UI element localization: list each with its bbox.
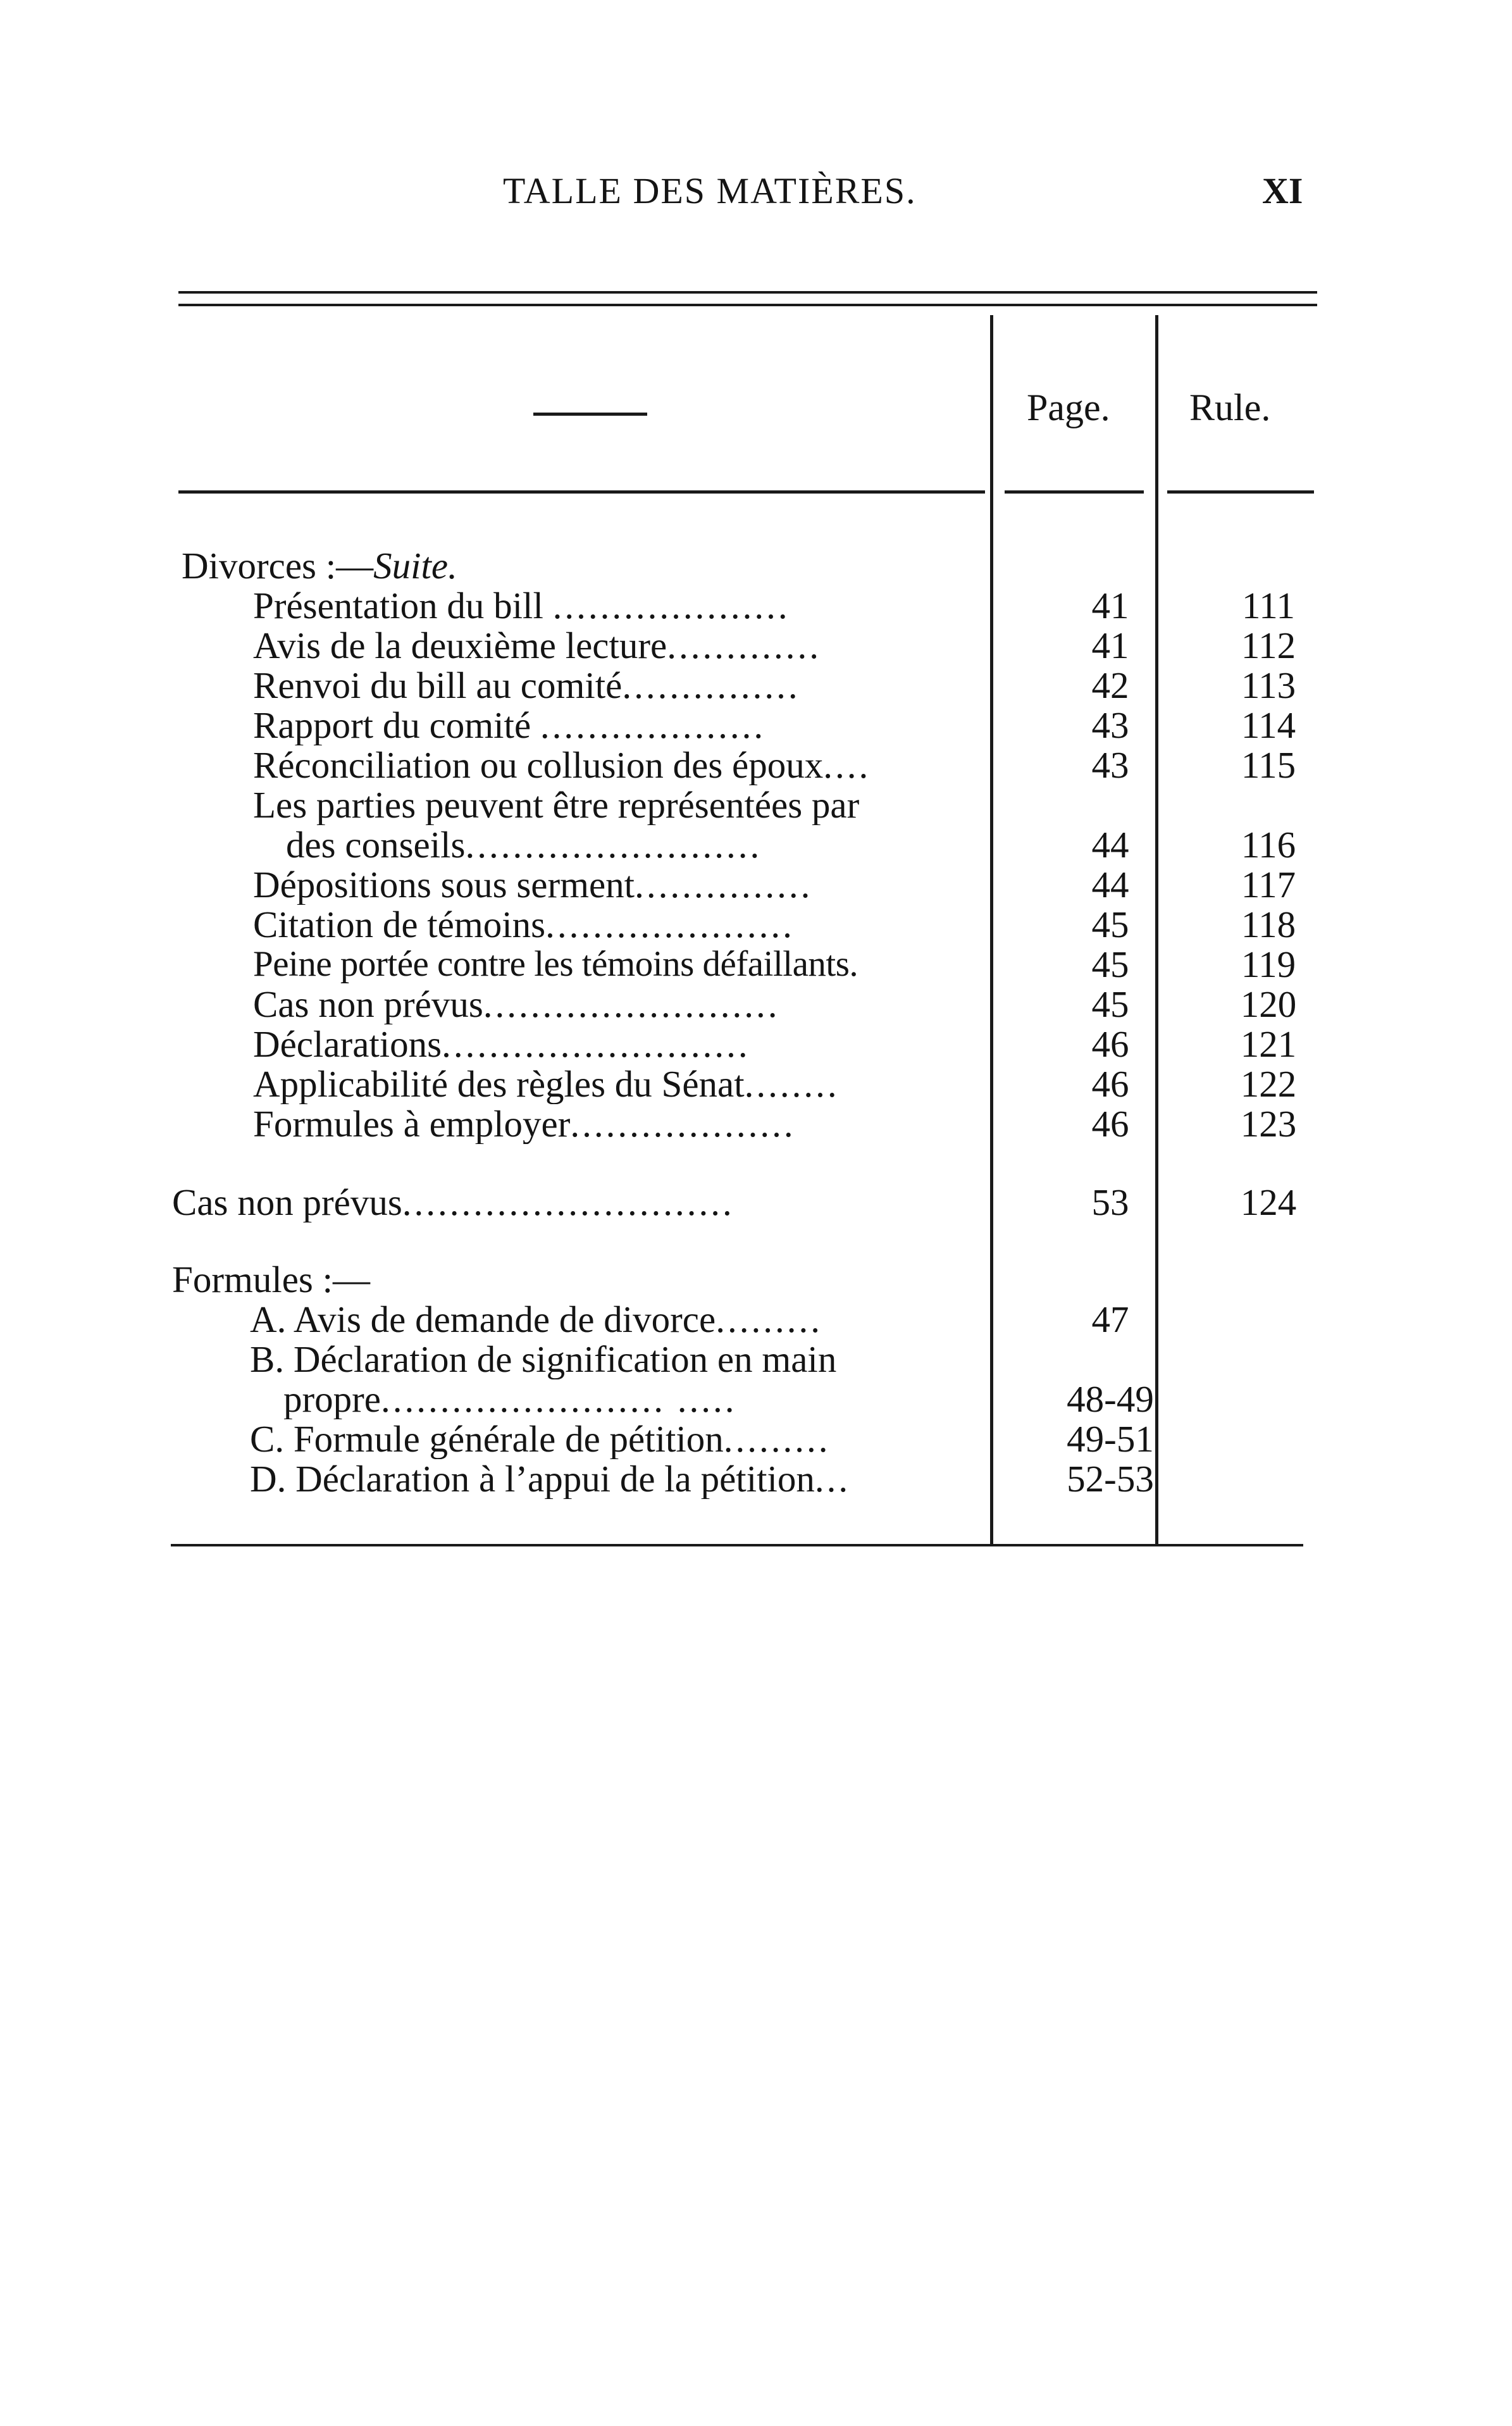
- title-column-dash: [533, 413, 647, 416]
- rule-value: 115: [1241, 744, 1296, 786]
- running-header: [0, 170, 1512, 227]
- table-row: [0, 824, 1512, 865]
- rule-value: 114: [1241, 704, 1296, 746]
- entry-label: propre........................ .....: [283, 1379, 737, 1419]
- entry-label: Les parties peuvent être représentées par: [253, 785, 860, 825]
- bottom-rule: [171, 1544, 1303, 1546]
- table-row: [0, 785, 1512, 825]
- table-row: [0, 984, 1512, 1024]
- rule-value: 118: [1241, 904, 1296, 945]
- rule-value: 112: [1241, 625, 1296, 666]
- table-row: [0, 1299, 1512, 1340]
- page-value: 48-49: [1067, 1378, 1154, 1420]
- entry-label: Présentation du bill ....................: [253, 585, 790, 626]
- page-value: 44: [1091, 824, 1129, 866]
- page-value: 45: [1091, 904, 1129, 945]
- table-row: [0, 1104, 1512, 1144]
- page-value: 49-51: [1067, 1418, 1154, 1460]
- page-value: 41: [1091, 585, 1129, 626]
- table-row: [0, 1064, 1512, 1104]
- page-value: 46: [1091, 1023, 1129, 1065]
- rule-column-underline: [1167, 490, 1314, 494]
- entry-label: Réconciliation ou collusion des époux....: [253, 745, 871, 785]
- entry-label: Formules à employer...................: [253, 1104, 796, 1144]
- rule-value: 116: [1241, 824, 1296, 866]
- entry-label: A. Avis de demande de divorce.........: [250, 1299, 822, 1340]
- page-value: 43: [1091, 744, 1129, 786]
- rule-value: 124: [1240, 1181, 1297, 1223]
- page-value: 46: [1091, 1063, 1129, 1105]
- table-row: [0, 1182, 1512, 1222]
- table-row: [0, 864, 1512, 905]
- table-row: [0, 1419, 1512, 1459]
- entry-label: Applicabilité des règles du Sénat........: [253, 1064, 840, 1104]
- table-row: [0, 705, 1512, 745]
- page-value: 45: [1091, 943, 1129, 985]
- page-value: 43: [1091, 704, 1129, 746]
- page-number: XI: [1262, 170, 1303, 211]
- page-column-underline: [1005, 490, 1144, 494]
- entry-label: Cas non prévus.........................: [253, 984, 780, 1024]
- table-row: [0, 585, 1512, 626]
- entry-label: des conseils.........................: [286, 824, 762, 865]
- table-row: [0, 665, 1512, 706]
- rule-value: 120: [1240, 983, 1297, 1025]
- entry-label: Divorces :—Suite.: [182, 545, 457, 586]
- rule-value: 122: [1240, 1063, 1297, 1105]
- page-value: 46: [1091, 1103, 1129, 1145]
- entry-label: C. Formule générale de pétition.........: [250, 1419, 831, 1459]
- rule-value: 111: [1241, 585, 1296, 626]
- entry-label: Rapport du comité ...................: [253, 705, 766, 745]
- running-title: TALLE DES MATIÈRES.: [503, 170, 917, 211]
- table-row: [0, 1379, 1512, 1419]
- page-value: 42: [1091, 664, 1129, 706]
- page-value: 45: [1091, 983, 1129, 1025]
- table-row: [0, 1259, 1512, 1300]
- entry-label: Avis de la deuxième lecture.............: [253, 625, 821, 666]
- entry-label: Renvoi du bill au comité...............: [253, 665, 800, 706]
- table-row: [0, 1339, 1512, 1379]
- entry-label: Dépositions sous serment...............: [253, 864, 813, 905]
- table-row: [0, 745, 1512, 785]
- entry-label: Cas non prévus............................: [172, 1182, 734, 1222]
- table-row: [0, 625, 1512, 666]
- rule-value: 117: [1241, 864, 1296, 905]
- rule-value: 121: [1240, 1023, 1297, 1065]
- page-value: 44: [1091, 864, 1129, 905]
- page-value: 52-53: [1067, 1458, 1154, 1500]
- page-value: 41: [1091, 625, 1129, 666]
- entry-label: B. Déclaration de signification en main: [250, 1339, 837, 1379]
- entry-label: Déclarations..........................: [253, 1024, 750, 1064]
- entry-label: Formules :—: [172, 1259, 371, 1300]
- table-row: [0, 545, 1512, 586]
- page-column-header: Page.: [1027, 387, 1110, 428]
- table-row: [0, 1024, 1512, 1064]
- table-row: [0, 1459, 1512, 1499]
- rule-value: 123: [1240, 1103, 1297, 1145]
- entry-label: Citation de témoins.....................: [253, 904, 795, 945]
- rule-value: 113: [1241, 664, 1296, 706]
- title-column-underline: [178, 490, 985, 494]
- page-value: 47: [1091, 1298, 1129, 1340]
- entry-label: Peine portée contre les témoins défaillants.: [253, 944, 858, 984]
- rule-column-header: Rule.: [1189, 387, 1271, 428]
- top-rule-upper: [178, 291, 1317, 294]
- rule-value: 119: [1241, 943, 1296, 985]
- top-rule-lower: [178, 304, 1317, 306]
- table-row: [0, 904, 1512, 945]
- entry-suffix: Suite.: [373, 545, 457, 586]
- table-row: [0, 944, 1512, 985]
- entry-label: D. Déclaration à l’appui de la pétition...: [250, 1459, 851, 1499]
- page-value: 53: [1091, 1181, 1129, 1223]
